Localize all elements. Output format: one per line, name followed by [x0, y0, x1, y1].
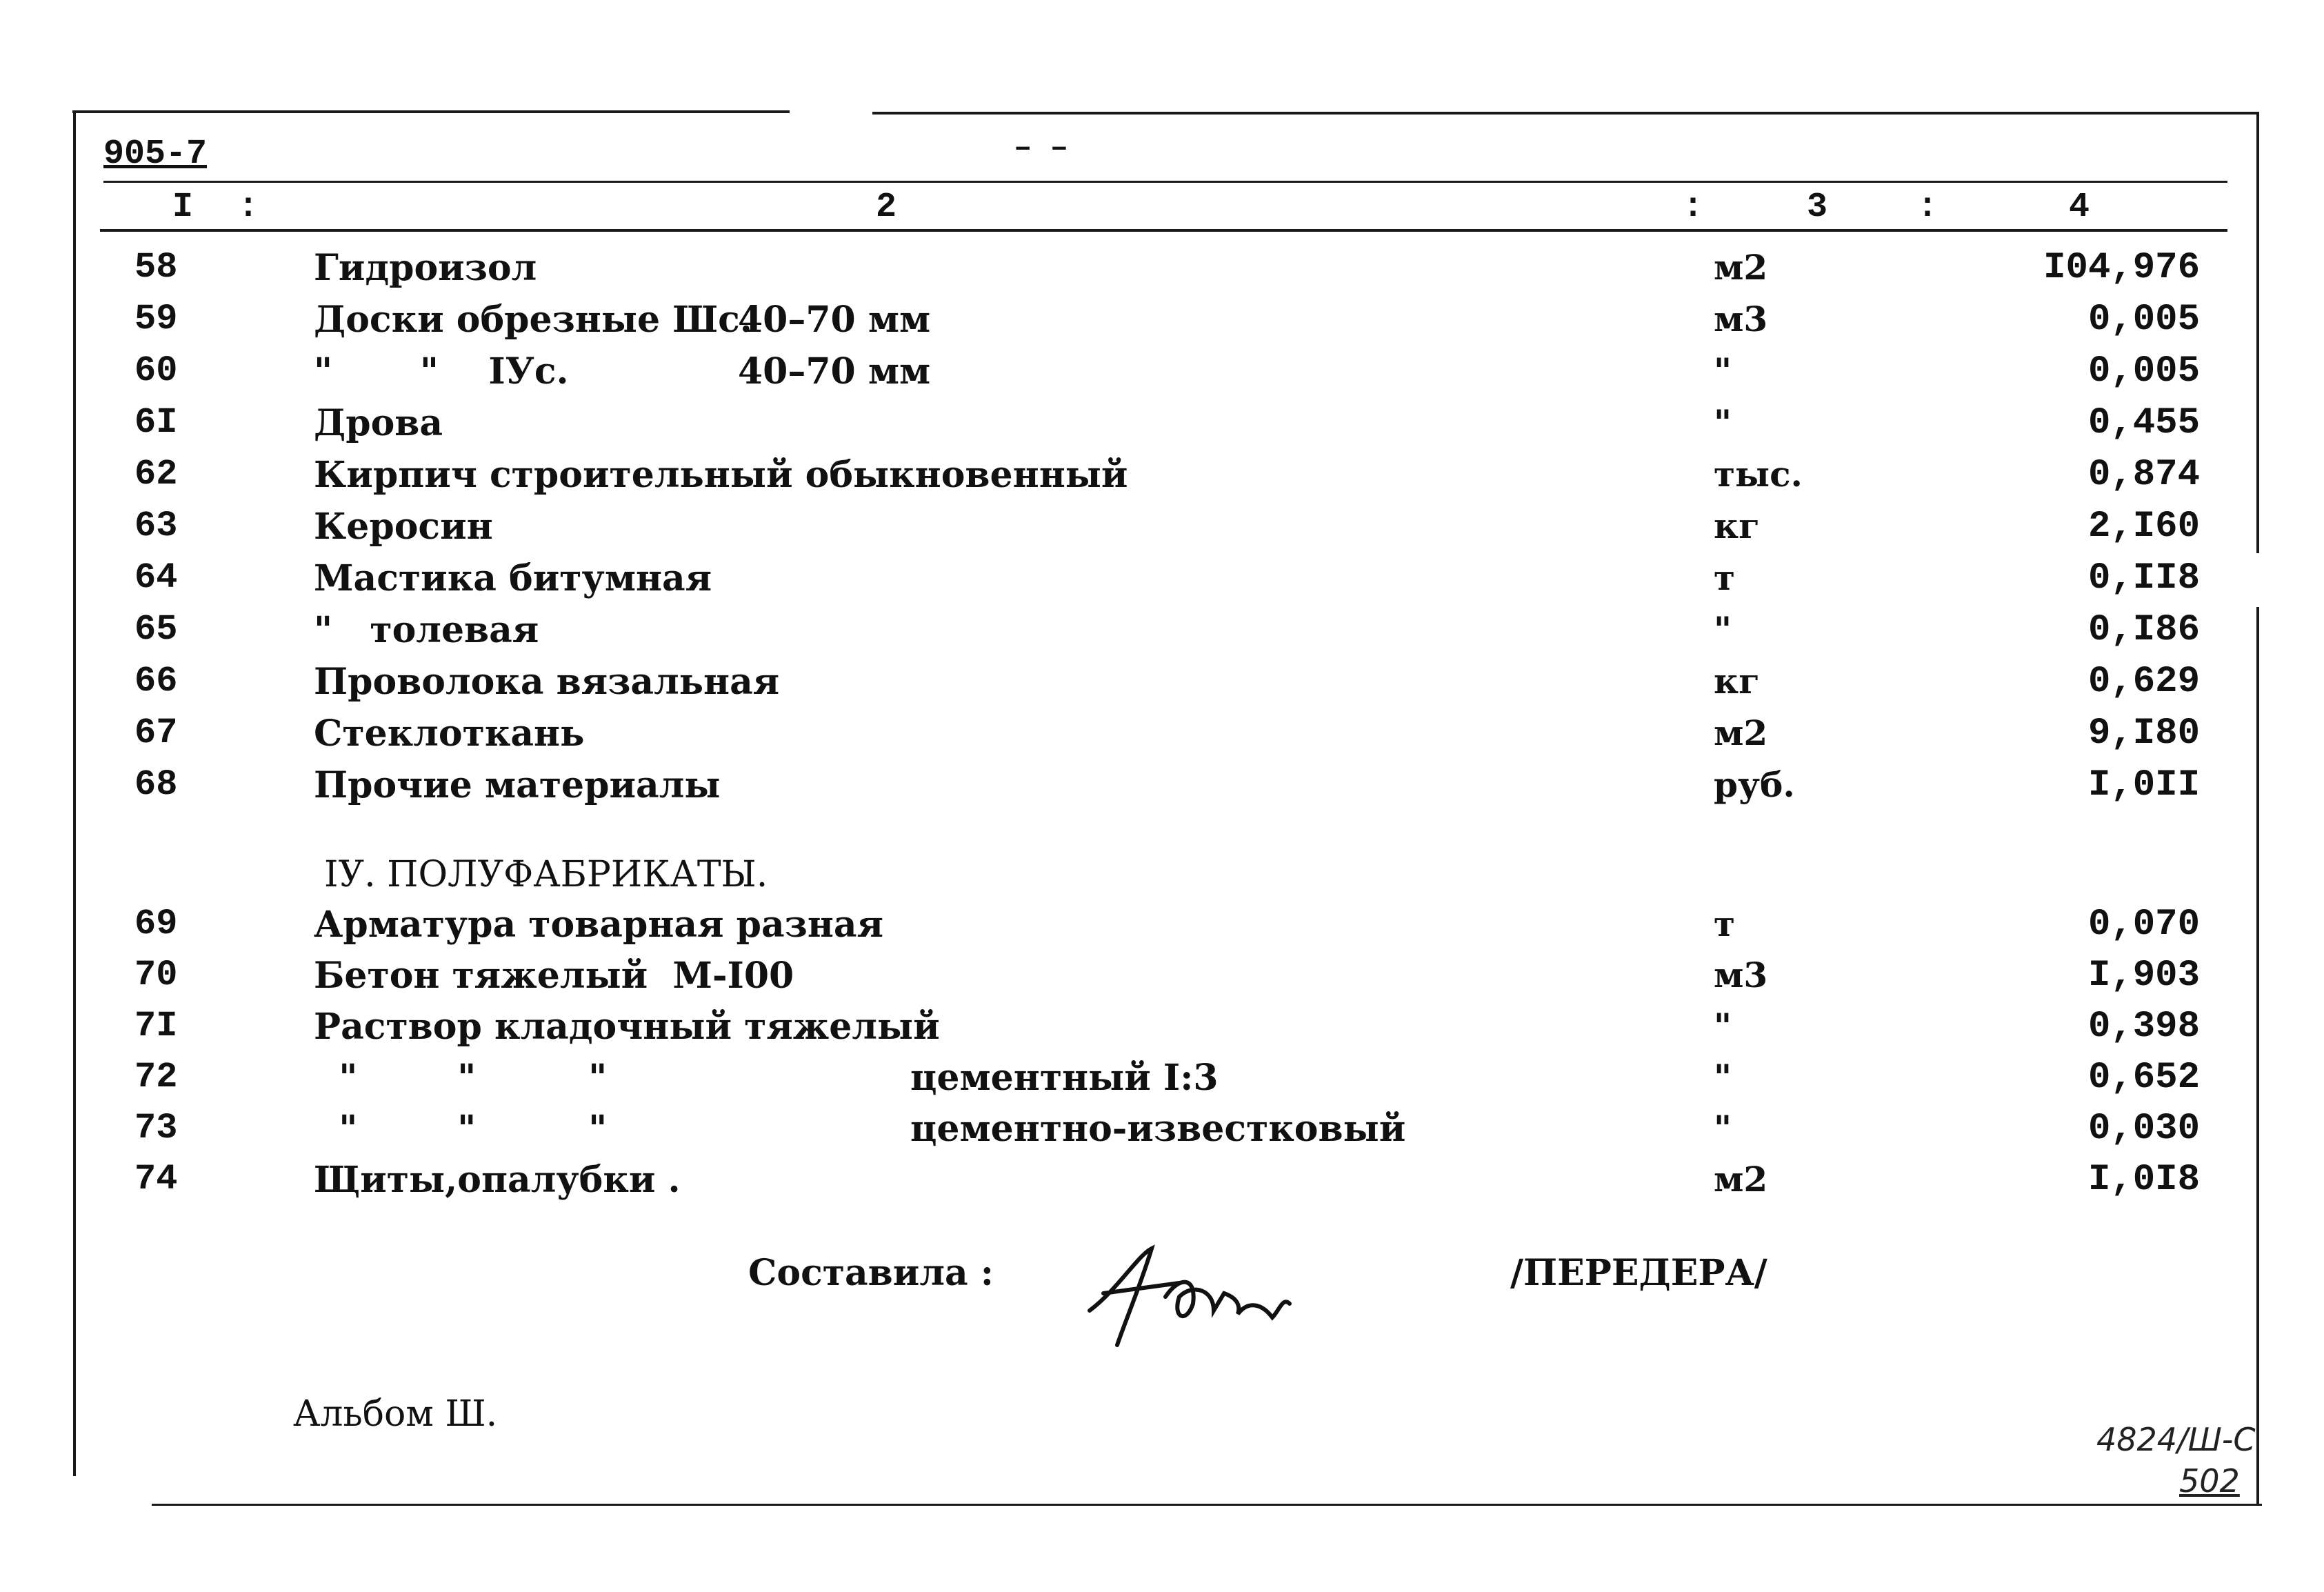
frame-top-left [72, 110, 790, 113]
doc-code: 905-7 [103, 135, 208, 174]
row-number: 6I [134, 402, 178, 443]
row-number: 69 [134, 904, 178, 944]
header-rule-bottom [100, 229, 2227, 232]
header-rule-top [103, 181, 2227, 183]
col-header-1: I [172, 188, 194, 227]
stamp-number: 4824/Ш-С [2096, 1421, 2256, 1458]
row-name: Раствор кладочный тяжелый [314, 1006, 940, 1048]
row-unit: кг [1714, 661, 1760, 702]
row-unit: " [1714, 402, 1732, 443]
row-number: 65 [134, 609, 178, 650]
row-quantity: I,0II [2087, 764, 2200, 806]
signature-image [1076, 1228, 1296, 1359]
row-quantity: 0,629 [2087, 661, 2200, 703]
row-unit: " [1714, 1006, 1732, 1046]
row-name: Гидроизол [314, 247, 537, 289]
row-unit: кг [1714, 506, 1760, 546]
row-number: 67 [134, 713, 178, 753]
col-header-sep-3: : [1917, 188, 1939, 227]
row-unit: руб. [1714, 764, 1795, 805]
row-unit: м3 [1714, 299, 1768, 339]
row-name: Керосин [314, 506, 493, 548]
frame-top-right [872, 112, 2258, 115]
row-quantity: 0,652 [2087, 1057, 2200, 1099]
col-header-2: 2 [876, 188, 897, 227]
frame-bottom [152, 1504, 2262, 1506]
section-title: IУ. ПОЛУФАБРИКАТЫ. [324, 854, 768, 895]
album-label: Альбом Ш. [293, 1393, 498, 1435]
row-name: Арматура товарная разная [314, 904, 884, 946]
row-number: 72 [134, 1057, 178, 1097]
row-unit: м2 [1714, 1159, 1768, 1200]
frame-right-upper [2256, 112, 2259, 553]
row-quantity: 0,455 [2087, 402, 2200, 444]
row-quantity: 0,398 [2087, 1006, 2200, 1048]
row-quantity: I04,976 [2043, 247, 2200, 289]
row-quantity: 0,874 [2087, 454, 2200, 496]
row-number: 60 [134, 350, 178, 391]
row-unit: м3 [1714, 955, 1768, 995]
row-number: 7I [134, 1006, 178, 1046]
frame-left [73, 110, 76, 1476]
row-name: Мастика битумная [314, 557, 712, 599]
composer-name: /ПЕРЕДЕРА/ [1510, 1252, 1767, 1294]
row-quantity: 0,070 [2087, 904, 2200, 946]
row-extra: цементно-известковый [910, 1108, 1406, 1150]
row-name: " " IУс. [314, 350, 569, 392]
row-name: " толевая [314, 609, 539, 651]
row-number: 62 [134, 454, 178, 495]
row-number: 70 [134, 955, 178, 995]
row-quantity: I,0I8 [2087, 1159, 2200, 1201]
row-name: Проволока вязальная [314, 661, 780, 703]
row-quantity: 0,005 [2087, 299, 2200, 341]
row-quantity: 9,I80 [2087, 713, 2200, 755]
row-unit: " [1714, 609, 1732, 650]
row-number: 59 [134, 299, 178, 339]
row-quantity: 2,I60 [2087, 506, 2200, 548]
row-number: 63 [134, 506, 178, 546]
row-unit: " [1714, 350, 1732, 391]
row-unit: м2 [1714, 713, 1768, 753]
row-unit: тыс. [1714, 454, 1803, 495]
frame-right-lower [2256, 607, 2259, 1504]
row-name: Бетон тяжелый М-I00 [314, 955, 794, 997]
row-name: Прочие материалы [314, 764, 721, 806]
row-unit: т [1714, 557, 1735, 598]
row-unit: " [1714, 1108, 1732, 1148]
row-unit: м2 [1714, 247, 1768, 288]
row-quantity: 0,030 [2087, 1108, 2200, 1150]
row-unit: " [1714, 1057, 1732, 1097]
row-unit: т [1714, 904, 1735, 944]
row-name: Щиты,опалубки . [314, 1159, 681, 1201]
row-name: Кирпич строительный обыкновенный [314, 454, 1128, 496]
row-number: 73 [134, 1108, 178, 1148]
row-quantity: I,903 [2087, 955, 2200, 997]
row-name: " " " [314, 1108, 608, 1150]
row-extra: 40–70 мм [738, 299, 931, 341]
row-name: " " " [314, 1057, 608, 1099]
row-number: 74 [134, 1159, 178, 1200]
row-number: 68 [134, 764, 178, 805]
row-extra: цементный I:3 [910, 1057, 1219, 1099]
row-name: Доски обрезные Шс. [314, 299, 752, 341]
row-number: 66 [134, 661, 178, 702]
row-quantity: 0,I86 [2087, 609, 2200, 651]
row-quantity: 0,II8 [2087, 557, 2200, 599]
col-header-4: 4 [2069, 188, 2090, 227]
col-header-sep-2: : [1683, 188, 1704, 227]
row-number: 64 [134, 557, 178, 598]
page-marks: – – [1014, 131, 1069, 166]
row-quantity: 0,005 [2087, 350, 2200, 392]
composer-label: Составила : [748, 1252, 994, 1294]
col-header-sep-1: : [238, 188, 259, 227]
row-number: 58 [134, 247, 178, 288]
row-name: Дрова [314, 402, 443, 444]
col-header-3: 3 [1807, 188, 1828, 227]
row-extra: 40–70 мм [738, 350, 931, 392]
stamp-page: 502 [2179, 1462, 2240, 1500]
row-name: Стеклоткань [314, 713, 585, 755]
